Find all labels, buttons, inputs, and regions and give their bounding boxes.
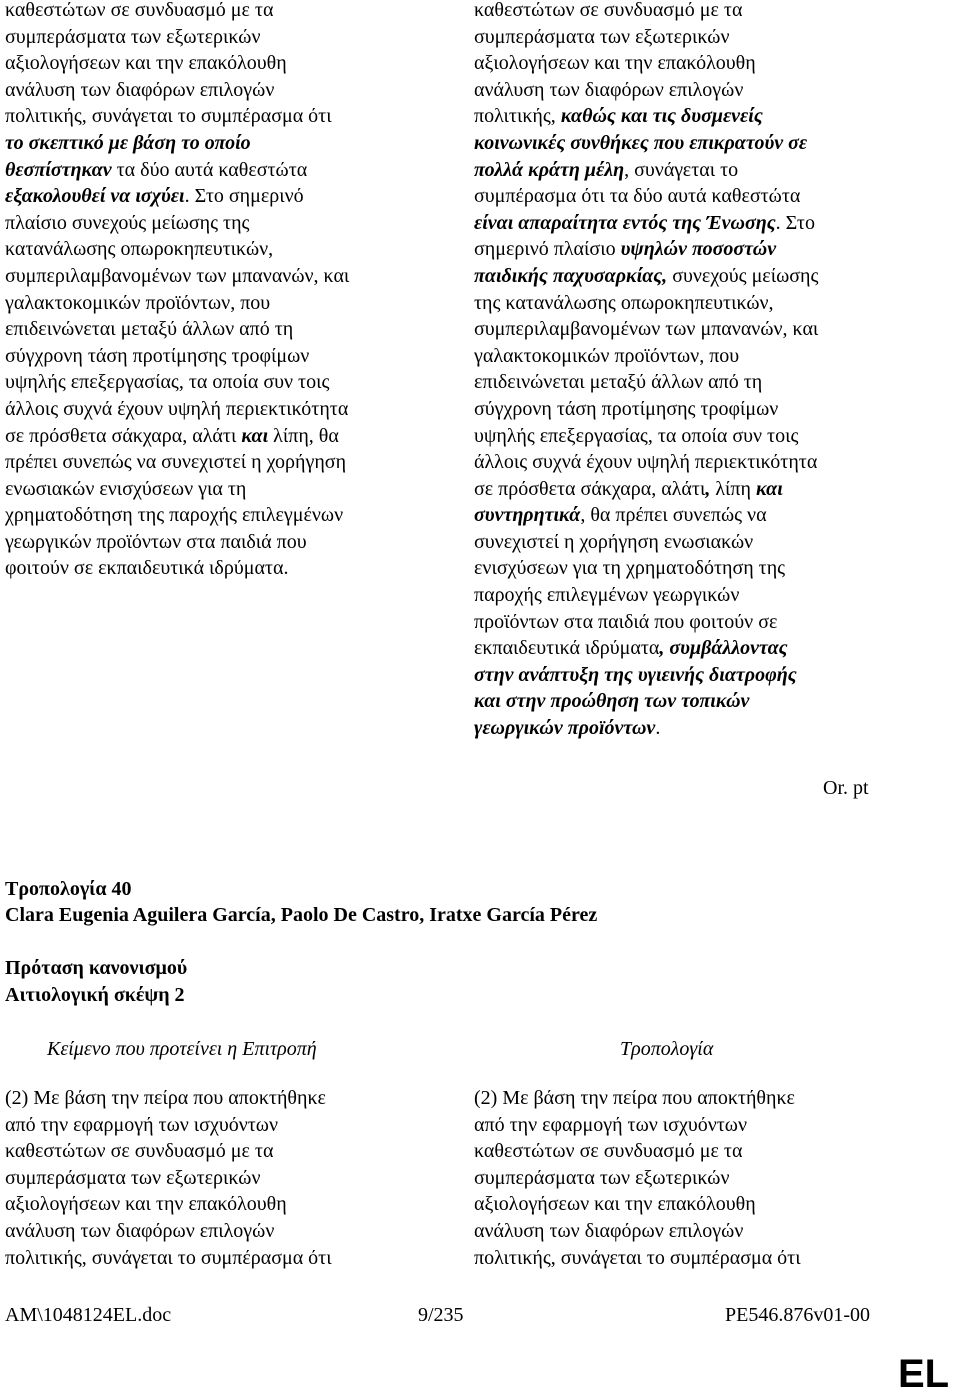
- emphasized-text: στην ανάπτυξη της υγιεινής διατροφής: [474, 663, 797, 686]
- text-line: [5, 1165, 455, 1192]
- text-run: επιδεινώνεται μεταξύ άλλων από τη: [5, 318, 294, 341]
- emphasized-text: πολλά κράτη μέλη: [474, 158, 625, 181]
- text-line: [474, 662, 944, 689]
- text-run: συμπεράσματα των εξωτερικών: [474, 25, 730, 48]
- text-run: καθεστώτων σε συνδυασμό με τα: [474, 1140, 743, 1163]
- right-column-top: [474, 0, 944, 742]
- text-run: υψηλής επεξεργασίας, τα οποία συν τοις: [5, 371, 330, 394]
- text-run: πρέπει συνεπώς να συνεχιστεί η χορήγηση: [5, 451, 347, 474]
- text-run: αξιολογήσεων και την επακόλουθη: [474, 1193, 756, 1216]
- text-run: της κατανάλωσης οπωροκηπευτικών,: [474, 291, 774, 314]
- emphasized-text: παιδικής παχυσαρκίας,: [474, 264, 668, 287]
- text-run: συμπεριλαμβανομένων των μπανανών, και: [474, 318, 819, 341]
- text-run: συμπεριλαμβανομένων των μπανανών, και: [5, 264, 350, 287]
- text-line: [474, 210, 944, 237]
- text-run: καθεστώτων σε συνδυασμό με τα: [474, 0, 743, 21]
- text-run: γεωργικών προϊόντων στα παιδιά που: [5, 530, 307, 553]
- text-line: [474, 77, 944, 104]
- emphasized-text: εξακολουθεί να ισχύει: [5, 185, 185, 208]
- text-run: ενωσιακών ενισχύσεων για τη: [5, 477, 247, 500]
- text-line: [474, 609, 944, 636]
- left-column-top: [5, 0, 455, 582]
- left-column-bottom: [5, 1085, 455, 1271]
- text-line: [5, 77, 455, 104]
- text-line: [474, 1218, 944, 1245]
- text-run: ανάλυση των διαφόρων επιλογών: [474, 1219, 744, 1242]
- text-line: [474, 476, 944, 503]
- text-run: ανάλυση των διαφόρων επιλογών: [5, 78, 275, 101]
- emphasized-text: το σκεπτικό με βάση το οποίο: [5, 131, 251, 154]
- text-run: συνεχούς μείωσης: [667, 264, 819, 287]
- text-run: λίπη: [710, 477, 756, 500]
- text-run: (2) Με βάση την πείρα που αποκτήθηκε: [474, 1087, 795, 1109]
- text-run: χρηματοδότηση της παροχής επιλεγμένων: [5, 504, 344, 527]
- text-line: [474, 529, 944, 556]
- text-line: [474, 688, 944, 715]
- text-run: παροχής επιλεγμένων γεωργικών: [474, 584, 740, 607]
- text-run: , θα πρέπει συνεπώς να: [580, 504, 767, 527]
- text-run: σε πρόσθετα σάκχαρα, αλάτι: [474, 477, 706, 500]
- text-line: [474, 157, 944, 184]
- emphasized-text: συντηρητικά: [474, 504, 581, 527]
- column-header-amendment: Τροπολογία: [620, 1038, 714, 1060]
- text-line: [474, 555, 944, 582]
- text-line: [474, 582, 944, 609]
- text-run: . Στο σημερινό: [184, 185, 304, 208]
- text-line: [5, 316, 455, 343]
- footer-document-reference: AM\1048124EL.doc: [5, 1304, 172, 1326]
- text-run: συμπεράσματα των εξωτερικών: [474, 1166, 730, 1189]
- text-run: επιδεινώνεται μεταξύ άλλων από τη: [474, 371, 763, 394]
- text-line: [5, 50, 455, 77]
- text-line: [5, 290, 455, 317]
- text-line: [5, 555, 455, 582]
- text-line: [474, 236, 944, 263]
- text-run: φοιτούν σε εκπαιδευτικά ιδρύματα.: [5, 557, 289, 580]
- text-line: [5, 1138, 455, 1165]
- text-run: αξιολογήσεων και την επακόλουθη: [5, 52, 287, 75]
- text-line: [474, 50, 944, 77]
- text-line: [5, 476, 455, 503]
- text-line: [5, 210, 455, 237]
- emphasized-text: γεωργικών προϊόντων: [474, 717, 656, 740]
- text-line: [5, 103, 455, 130]
- text-run: από την εφαρμογή των ισχυόντων: [474, 1113, 748, 1136]
- text-line: [5, 1085, 455, 1112]
- emphasized-text: και στην προώθηση των τοπικών: [474, 690, 750, 713]
- text-line: [5, 1218, 455, 1245]
- emphasized-text: και: [241, 424, 269, 447]
- text-run: άλλοις συχνά έχουν υψηλή περιεκτικότητα: [5, 397, 349, 420]
- text-run: σε πρόσθετα σάκχαρα, αλάτι: [5, 424, 242, 447]
- text-line: [474, 502, 944, 529]
- emphasized-text: κοινωνικές συνθήκες που επικρατούν σε: [474, 131, 808, 154]
- text-line: [474, 263, 944, 290]
- text-line: [474, 1138, 944, 1165]
- text-run: προϊόντων στα παιδιά που φοιτούν σε: [474, 610, 778, 633]
- text-run: σημερινό πλαίσιο: [474, 238, 621, 261]
- text-run: συμπεράσματα των εξωτερικών: [5, 1166, 261, 1189]
- text-line: [474, 316, 944, 343]
- text-line: [5, 369, 455, 396]
- text-run: , συνάγεται το: [624, 158, 739, 181]
- text-line: [474, 103, 944, 130]
- text-run: καθεστώτων σε συνδυασμό με τα: [5, 1140, 274, 1163]
- text-line: [474, 1085, 944, 1112]
- amendment-title: Τροπολογία 40: [5, 878, 132, 900]
- text-line: [5, 423, 455, 450]
- text-run: λίπη, θα: [268, 424, 339, 447]
- text-run: πολιτικής, συνάγεται το συμπέρασμα ότι: [5, 1246, 332, 1269]
- column-header-commission-text: Κείμενο που προτείνει η Επιτροπή: [47, 1038, 317, 1060]
- text-line: [474, 1165, 944, 1192]
- text-run: γαλακτοκομικών προϊόντων, που: [474, 344, 740, 367]
- text-run: τα δύο αυτά καθεστώτα: [111, 158, 308, 181]
- text-line: [5, 263, 455, 290]
- text-line: [5, 529, 455, 556]
- text-line: [5, 396, 455, 423]
- amendment-authors: Clara Eugenia Aguilera García, Paolo De Castro, Iratxe García Pérez: [5, 904, 598, 926]
- text-line: [5, 24, 455, 51]
- text-line: [474, 396, 944, 423]
- text-line: [5, 1245, 455, 1272]
- original-language: Or. pt: [823, 777, 869, 799]
- text-run: καθεστώτων σε συνδυασμό με τα: [5, 0, 274, 21]
- text-line: [5, 0, 455, 24]
- text-run: ενισχύσεων για τη χρηματοδότηση της: [474, 557, 786, 580]
- text-line: [474, 715, 944, 742]
- emphasized-text: καθώς και τις δυσμενείς: [560, 105, 763, 128]
- footer-page-number: 9/235: [418, 1304, 464, 1326]
- text-run: πολιτικής,: [474, 105, 561, 128]
- text-line: [474, 423, 944, 450]
- text-line: [5, 236, 455, 263]
- text-line: [474, 130, 944, 157]
- text-run: πολιτικής, συνάγεται το συμπέρασμα ότι: [5, 105, 332, 128]
- text-run: σύγχρονη τάση προτίμησης τροφίμων: [474, 397, 779, 420]
- text-run: πλαίσιο συνεχούς μείωσης της: [5, 211, 250, 234]
- text-line: [474, 0, 944, 24]
- text-run: αξιολογήσεων και την επακόλουθη: [474, 52, 756, 75]
- text-run: (2) Με βάση την πείρα που αποκτήθηκε: [5, 1087, 326, 1109]
- text-run: ανάλυση των διαφόρων επιλογών: [5, 1219, 275, 1242]
- emphasized-text: υψηλών ποσοστών: [620, 238, 777, 261]
- text-line: [474, 449, 944, 476]
- text-line: [5, 449, 455, 476]
- text-line: [474, 1112, 944, 1139]
- emphasized-text: είναι απαραίτητα εντός της Ένωσης: [474, 211, 776, 234]
- text-run: ανάλυση των διαφόρων επιλογών: [474, 78, 744, 101]
- text-line: [5, 502, 455, 529]
- emphasized-text: ,: [705, 477, 711, 500]
- text-line: [5, 157, 455, 184]
- emphasized-text: και: [755, 477, 783, 500]
- text-run: αξιολογήσεων και την επακόλουθη: [5, 1193, 287, 1216]
- text-run: . Στο: [775, 211, 815, 234]
- text-line: [5, 1191, 455, 1218]
- text-line: [5, 183, 455, 210]
- emphasized-text: θεσπίστηκαν: [5, 158, 112, 181]
- text-run: .: [655, 717, 661, 740]
- right-column-bottom: [474, 1085, 944, 1271]
- text-run: συνεχιστεί η χορήγηση ενωσιακών: [474, 530, 754, 553]
- text-line: [474, 290, 944, 317]
- text-line: [474, 1245, 944, 1272]
- text-run: συμπεράσματα των εξωτερικών: [5, 25, 261, 48]
- recital-reference: Αιτιολογική σκέψη 2: [5, 984, 185, 1006]
- text-line: [474, 635, 944, 662]
- text-run: κατανάλωσης οπωροκηπευτικών,: [5, 238, 274, 261]
- text-line: [474, 183, 944, 210]
- text-run: γαλακτοκομικών προϊόντων, που: [5, 291, 271, 314]
- text-run: άλλοις συχνά έχουν υψηλή περιεκτικότητα: [474, 451, 818, 474]
- text-line: [474, 369, 944, 396]
- text-run: από την εφαρμογή των ισχυόντων: [5, 1113, 279, 1136]
- text-run: συμπέρασμα ότι τα δύο αυτά καθεστώτα: [474, 185, 801, 208]
- text-line: [474, 24, 944, 51]
- footer-pe-reference: PE546.876v01-00: [725, 1304, 870, 1326]
- text-line: [5, 130, 455, 157]
- text-line: [474, 343, 944, 370]
- language-code: EL: [898, 1352, 950, 1396]
- text-run: πολιτικής, συνάγεται το συμπέρασμα ότι: [474, 1246, 801, 1269]
- proposal-label: Πρόταση κανονισμού: [5, 957, 188, 979]
- text-line: [474, 1191, 944, 1218]
- text-run: σύγχρονη τάση προτίμησης τροφίμων: [5, 344, 310, 367]
- text-run: υψηλής επεξεργασίας, τα οποία συν τοις: [474, 424, 799, 447]
- text-line: [5, 343, 455, 370]
- text-line: [5, 1112, 455, 1139]
- text-run: εκπαιδευτικά ιδρύματα: [474, 637, 660, 660]
- emphasized-text: , συμβάλλοντας: [659, 637, 788, 660]
